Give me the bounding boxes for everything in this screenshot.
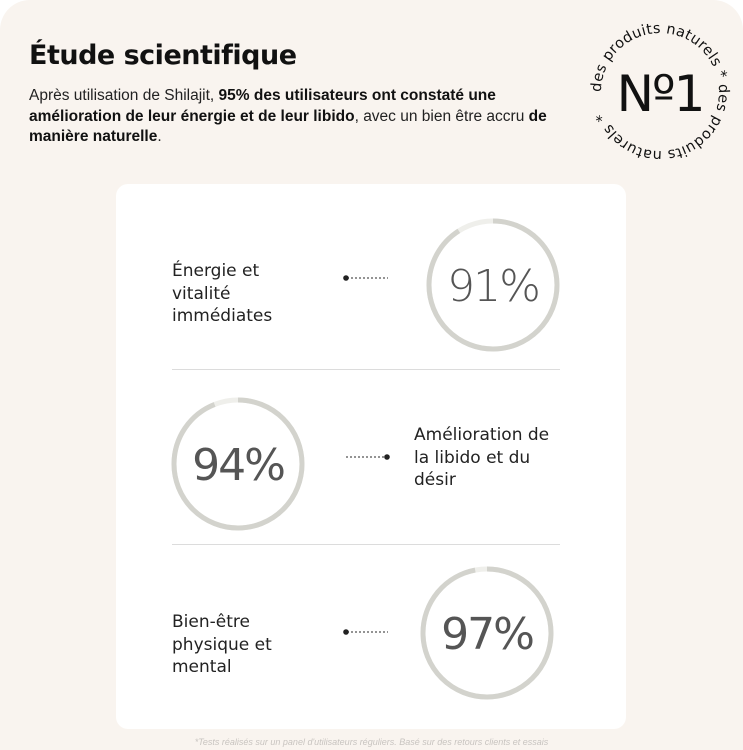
intro-text-1: Après utilisation de Shilajit,: [29, 87, 219, 104]
intro-text-3: .: [157, 128, 162, 145]
stat-gauge-libido: [163, 389, 313, 539]
divider: [172, 544, 560, 545]
stat-label-energy: Énergie et vitalité immédiates: [172, 261, 273, 326]
stat-value-wellbeing: 97%: [441, 609, 533, 660]
stat-gauge-wellbeing: [412, 558, 562, 708]
page-title: Étude scientifique: [29, 40, 297, 71]
intro-paragraph: [29, 86, 549, 148]
stat-value-libido: 94%: [192, 440, 284, 491]
stats-card: [116, 184, 626, 729]
badge-ring-text: des produits naturels * des produits naturels *: [588, 20, 732, 164]
stat-gauge-energy: [418, 210, 568, 360]
stat-connector-energy: [342, 273, 402, 283]
divider: [172, 369, 560, 370]
badge-number: Nº1: [616, 65, 704, 123]
stat-value-energy: 91%: [447, 261, 539, 312]
stat-connector-libido: [344, 452, 394, 462]
intro-text-2: , avec un bien être accru: [354, 107, 529, 125]
intro-bold-1: 95% des utilisateurs ont constaté une amélioration de leur énergie et de leur libido: [29, 87, 496, 125]
intro-bold-2: de manière naturelle: [29, 107, 547, 145]
stat-connector-wellbeing: [342, 627, 402, 637]
footnote: *Tests réalisés sur un panel d'utilisateurs réguliers. Basé sur des retours clients et essais: [194, 737, 549, 747]
number-one-badge: [580, 12, 740, 172]
stat-label-wellbeing: Bien-être physique et mental: [172, 612, 272, 677]
stat-label-libido: Amélioration de la libido et du désir: [414, 425, 550, 490]
